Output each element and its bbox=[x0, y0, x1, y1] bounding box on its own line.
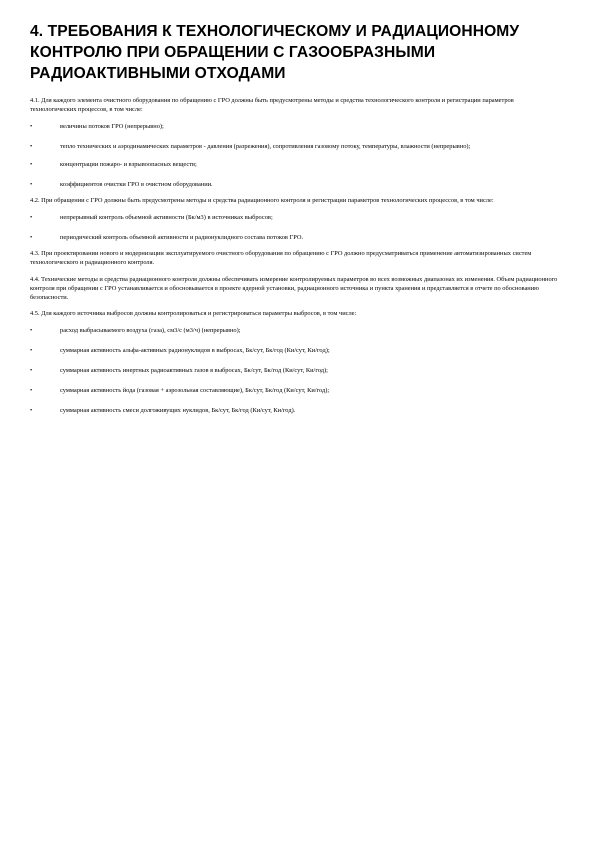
list-item-text: суммарная активность альфа-активных радионуклидов в выбросах, Бк/сут, Бк/год (Ки/сут, Ки/год); bbox=[60, 346, 330, 354]
list-item bbox=[30, 346, 560, 355]
section-heading: 4. ТРЕБОВАНИЯ К ТЕХНОЛОГИЧЕСКОМУ И РАДИАЦИОННОМУ КОНТРОЛЮ ПРИ ОБРАЩЕНИИ С ГАЗООБРАЗНЫМИ РАДИОАКТИВНЫМИ ОТХОДАМИ bbox=[30, 23, 520, 82]
list-item bbox=[30, 142, 560, 151]
bullet-icon: • bbox=[30, 346, 33, 354]
paragraph-4-2: 4.2. При обращении с ГРО должны быть предусмотрены методы и средства радиационного контроля и регистрации параметров технологических процессов, в том числе: bbox=[30, 197, 494, 204]
list-item bbox=[30, 326, 560, 335]
bullet-icon: • bbox=[30, 406, 33, 414]
bullet-icon: • bbox=[30, 233, 33, 241]
list-item-text: коэффициентов очистки ГРО в очистном оборудовании. bbox=[60, 180, 213, 188]
list-item-text: тепло технических и аэродинамических параметров - давления (разрежения), сопротивления газовому потоку, температуры, влажности (непрерывно); bbox=[60, 142, 471, 150]
list-item bbox=[30, 122, 560, 131]
list-item-text: концентрации пожаро- и взрывоопасных веществ; bbox=[60, 160, 197, 168]
list-item-text: суммарная активность смеси долгоживущих нуклидов, Бк/сут, Бк/год (Ки/сут, Ки/год). bbox=[60, 406, 296, 414]
list-item-text: непрерывный контроль объемной активности (Бк/м3) в источниках выбросов; bbox=[60, 213, 273, 221]
list-item bbox=[30, 213, 560, 222]
list-item bbox=[30, 180, 560, 189]
paragraph-4-5: 4.5. Для каждого источника выбросов должны контролироваться и регистрироваться параметры выбросов, в том числе: bbox=[30, 310, 357, 317]
section-body bbox=[30, 96, 560, 426]
bullet-icon: • bbox=[30, 386, 33, 394]
paragraph-4-4: 4.4. Технические методы и средства радиационного контроля должны обеспечивать измерение контролируемых параметров во всех возможных диапазонах их изменения. Объем радиационного контроля при обращении с ГРО устанавливается и обосновывается в проекте ядерной установки, радиационного источника и пункта хранения и представляется в отчете по обоснованию безопасности. bbox=[30, 275, 558, 301]
bullet-icon: • bbox=[30, 142, 33, 150]
list-item bbox=[30, 366, 560, 375]
list-item bbox=[30, 406, 560, 415]
list-item-text: суммарная активность инертных радиоактивных газов в выбросах, Бк/сут, Бк/год (Ки/сут, Ки/год); bbox=[60, 366, 328, 374]
list-item bbox=[30, 233, 560, 242]
list-item bbox=[30, 160, 560, 169]
bullet-icon: • bbox=[30, 366, 33, 374]
bullet-icon: • bbox=[30, 122, 33, 130]
bullet-icon: • bbox=[30, 160, 33, 168]
bullet-icon: • bbox=[30, 213, 33, 221]
list-item-text: периодический контроль объемной активности и радионуклидного состава потоков ГРО. bbox=[60, 233, 304, 241]
list-item-text: суммарная активность йода (газовая + аэрозольная составляющие), Бк/сут, Бк/год (Ки/сут, Ки/год); bbox=[60, 386, 330, 394]
bullet-icon: • bbox=[30, 180, 33, 188]
paragraph-4-3: 4.3. При проектировании нового и модернизации эксплуатируемого очистного оборудования по обращению с ГРО должно предусматриваться применение автоматизированных систем технологического и радиационного контроля. bbox=[30, 250, 532, 266]
list-item bbox=[30, 386, 560, 395]
list-item-text: расход выбрасываемого воздуха (газа), см3/с (м3/ч) (непрерывно); bbox=[60, 326, 241, 334]
paragraph-4-1: 4.1. Для каждого элемента очистного оборудования по обращению с ГРО должны быть предусмотрены методы и средства технологического контроля и регистрации параметров технологических процессов, в том числе: bbox=[30, 97, 514, 113]
list-item-text: величины потоков ГРО (непрерывно); bbox=[60, 122, 164, 130]
bullet-icon: • bbox=[30, 326, 33, 334]
